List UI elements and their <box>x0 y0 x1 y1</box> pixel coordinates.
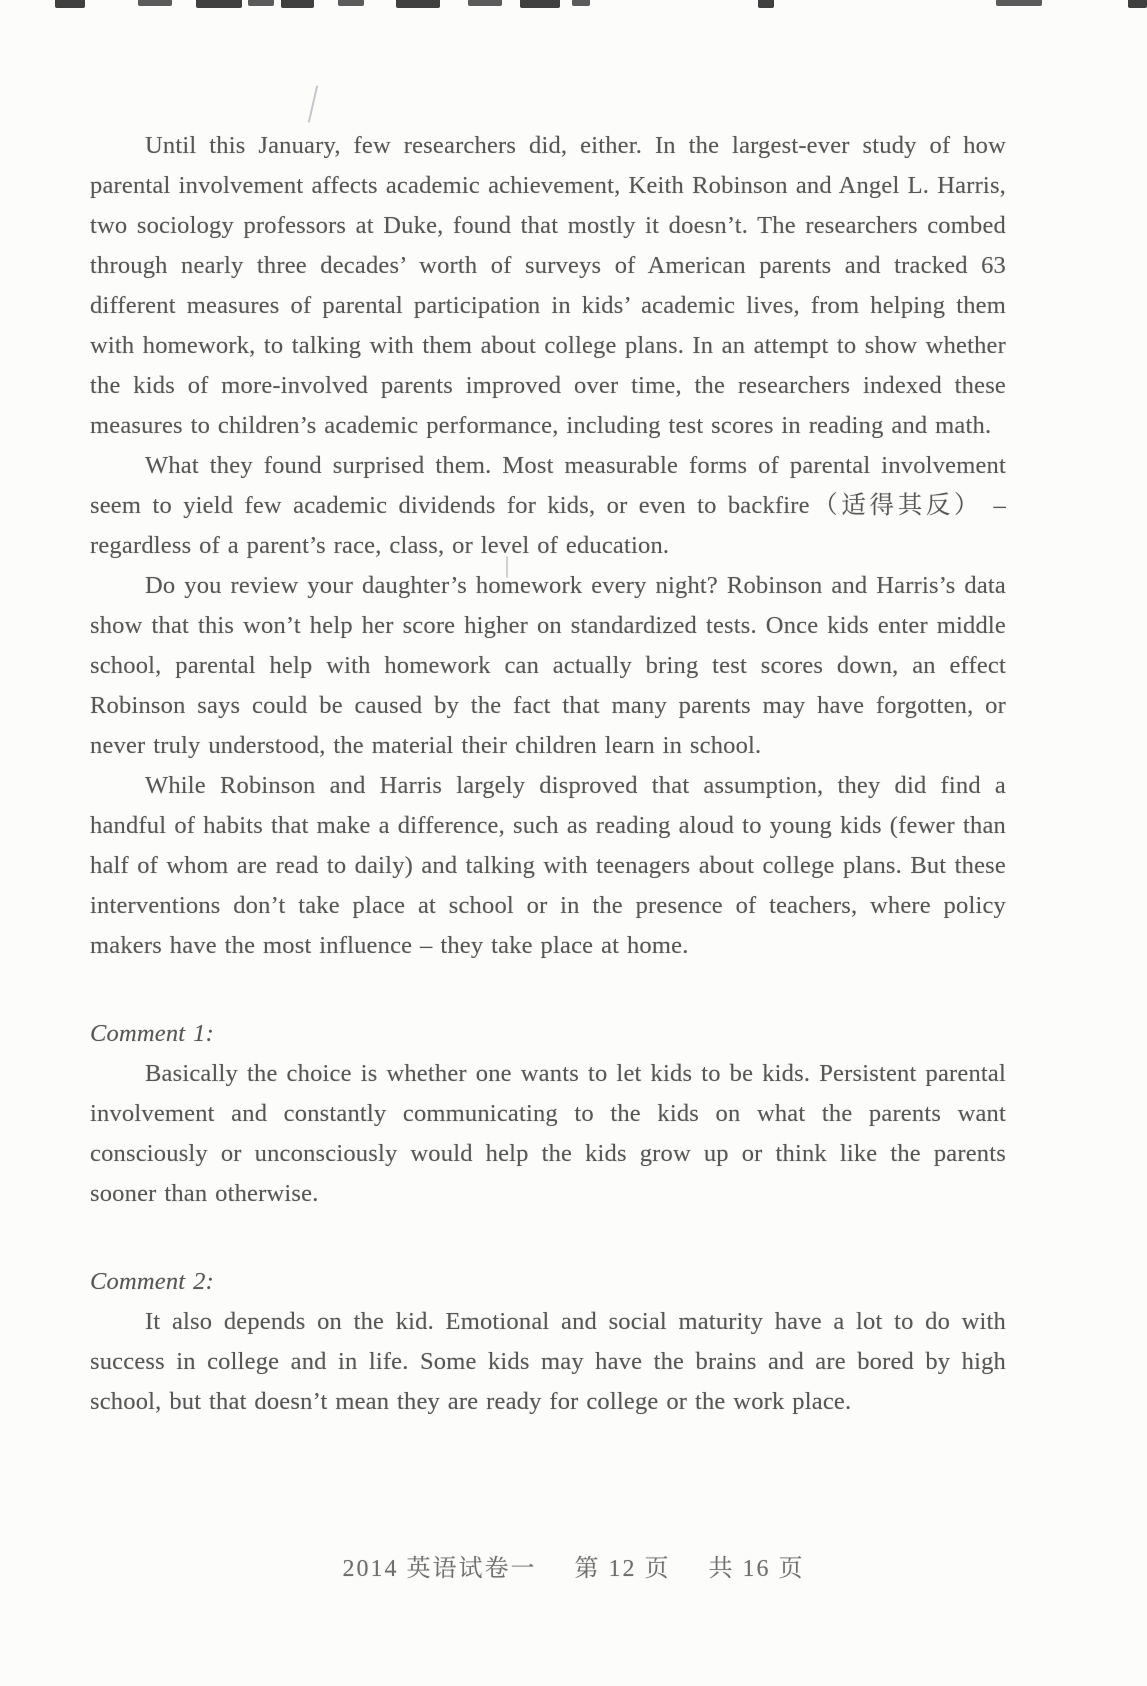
comment-2-heading: Comment 2: <box>90 1268 214 1295</box>
passage-paragraph-4: While Robinson and Harris largely disproved that assumption, they did find a handful of habits that make a difference, such as reading aloud to young kids (fewer than half of whom are read to daily) and talking with teenagers about college plans. But these interventions don’t take place at school or in the presence of teachers, where policy makers have the most influence – they take place at home. <box>90 772 1006 959</box>
comment-block-1 <box>90 1014 1006 1214</box>
comment-1-heading: Comment 1: <box>90 1020 214 1047</box>
comment-1-body: Basically the choice is whether one wants to let kids to be kids. Persistent parental involvement and constantly communicating to the kids on what the parents want consciously or unconsciously would help the kids grow up or think like the parents sooner than otherwise. <box>90 1060 1006 1207</box>
reading-passage <box>90 126 1006 1422</box>
pen-mark-artifact <box>308 85 318 122</box>
passage-paragraph-2: What they found surprised them. Most measurable forms of parental involvement seem to yield few academic dividends for kids, or even to backfire（适得其反） – regardless of a parent’s race, class, or level of education. <box>90 452 1006 559</box>
passage-paragraph-3: Do you review your daughter’s homework every night? Robinson and Harris’s data show that this won’t help her score higher on standardized tests. Once kids enter middle school, parental help with homework can actually bring test scores down, an effect Robinson says could be caused by the fact that many parents may have forgotten, or never truly understood, the material their children learn in school. <box>90 572 1006 759</box>
comment-block-2 <box>90 1262 1006 1422</box>
comment-2-body: It also depends on the kid. Emotional and social maturity have a lot to do with success in college and in life. Some kids may have the brains and are bored by high school, but that doesn’t mean they are ready for college or the work place. <box>90 1308 1006 1415</box>
page-footer <box>0 1548 1147 1583</box>
footer-total-pages: 共 16 页 <box>708 1556 805 1582</box>
scan-edge-artifact <box>0 0 1147 10</box>
footer-exam-title: 2014 英语试卷一 <box>342 1556 537 1582</box>
passage-paragraph-1: Until this January, few researchers did, either. In the largest-ever study of how parental involvement affects academic achievement, Keith Robinson and Angel L. Harris, two sociology professors at Duke, found that mostly it doesn’t. The researchers combed through nearly three decades’ worth of surveys of American parents and tracked 63 different measures of parental participation in kids’ academic lives, from helping them with homework, to talking with them about college plans. In an attempt to show whether the kids of more-involved parents improved over time, the researchers indexed these measures to children’s academic performance, including test scores in reading and math. <box>90 132 1006 439</box>
footer-page-number: 第 12 页 <box>574 1556 671 1582</box>
